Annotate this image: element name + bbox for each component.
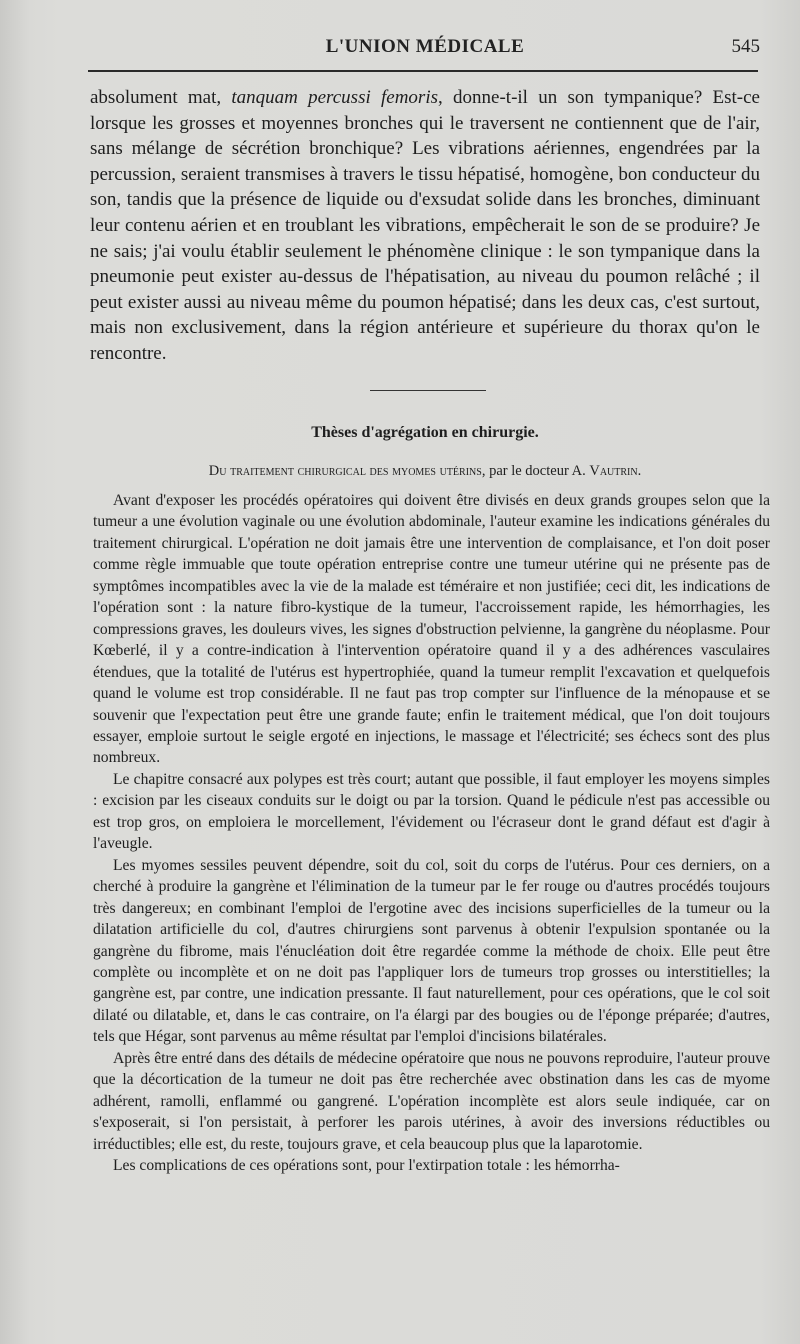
body-paragraph: Après être entré dans des détails de médecine opératoire que nous ne pouvons reproduire, l'auteur prouve que la décortication de la tumeur ne doit pas être recherchée avec obstination dans les cas de myome adhérent, ramolli, enflammé ou gangrené. L'opération incomplète est alors seule indiquée, car on s'exposerait, si l'on persistait, à perforer les parois utérines, à avoir des inversions réductibles ou irréductibles; elle est, du reste, toujours grave, et cela beaucoup plus que la laparotomie. [93,1049,770,1153]
page-header [90,36,760,66]
body-paragraph: Les myomes sessiles peuvent dépendre, soit du col, soit du corps de l'utérus. Pour ces derniers, on a cherché à produire la gangrène et l'élimination de la tumeur par le fer rouge ou d'autres procédés toujours très dangereux; en combinant l'emploi de l'ergotine avec des incisions superficielles de la tumeur ou la dilatation artificielle du col, d'autres chirurgiens sont parvenus à obtenir l'expulsion spontanée ou la gangrène du fibrome, mais l'énucléation doit être regardée comme la méthode de choix. Elle peut être complète ou incomplète et on ne doit pas l'appliquer lors de tumeurs trop grosses ou interstitielles; la gangrène est, par contre, une indication pressante. Il faut naturellement, pour ces opérations, que le col soit dilaté ou dilatable, et, dans le cas contraire, on l'a élargi par des bougies ou de l'éponge préparée; d'autres, tels que Hégar, sont parvenus au même résultat par l'emploi d'incisions bilatérales. [93,856,770,1046]
article-title: Du traitement chirurgical des myomes utérins, [208,463,486,479]
header-rule [88,70,758,72]
article-body [93,490,770,1177]
intro-italic: tanquam percussi femoris [231,87,439,108]
running-title: L'UNION MÉDICALE [325,36,525,57]
page-number: 545 [731,36,760,57]
intro-paragraph [90,85,760,367]
article-author: Vautrin. [589,463,642,479]
intro-text-rest: , donne-t-il un son tympanique? Est-ce lorsque les grosses et moyennes bronches qui le traversent ne contiennent que de l'air, sans mélange de sécrétion bronchique? Les vibrations aériennes, engendrées par la percussion, seraient transmises à travers le tissu hépatisé, homogène, bon conducteur du son, tandis que la présence de liquide ou d'exsudat solide dans les bronches, diminuant leur contenu aérien et en troublant les vibrations, empêcherait le son de se produire? Je ne sais; j'ai voulu établir seulement le phénomène clinique : le son tympanique dans la pneumonie peut exister au-dessus de l'hépatisation, au niveau du poumon relâché ; il peut exister aussi au niveau même du poumon hépatisé; dans les deux cas, c'est surtout, mais non exclusivement, dans la région antérieure et supérieure du thorax qu'on le rencontre. [90,87,760,364]
article-subtitle [90,463,760,480]
body-paragraph: Les complications de ces opérations sont, pour l'extirpation totale : les hémorrha- [113,1157,620,1175]
article-byline: par le docteur A. [485,463,590,479]
section-separator [370,390,486,391]
intro-text [90,85,760,367]
intro-text-start: absolument mat, [90,87,232,108]
section-title: Thèses d'agrégation en chirurgie. [311,424,539,441]
body-paragraph: Le chapitre consacré aux polypes est très court; autant que possible, il faut employer les moyens simples : excision par les ciseaux conduits sur le doigt ou par la torsion. Quand le pédicule n'est pas accessible ou est trop gros, on emploiera le morcellement, l'évidement ou l'écraseur dont le grand défaut est d'agir à l'aveugle. [93,770,770,853]
body-paragraph: Avant d'exposer les procédés opératoires qui doivent être divisés en deux grands groupes selon que la tumeur a une évolution vaginale ou une évolution abdominale, l'auteur examine les indications générales du traitement chirurgical. L'opération ne doit jamais être une intervention de complaisance, et l'on doit poser comme règle immuable que toute opération entreprise contre une tumeur utérine qui ne présente pas de symptômes incompatibles avec la vie de la malade est téméraire et non justifiée; ceci dit, les indications de l'opération sont : la nature fibro-kystique de la tumeur, l'accroissement rapide, les hémorrhagies, les compressions graves, les douleurs vives, les signes d'obstruction pelvienne, la gangrène du néoplasme. Pour Kœberlé, il y a contre-indication à l'intervention opératoire quand il y a des adhérences vasculaires étendues, que la totalité de l'utérus est hypertrophiée, quand la tumeur remplit l'excavation et quelquefois quand le volume est trop considérable. Il ne faut pas trop compter sur l'influence de la ménopause et se souvenir que l'expectation peut être une grande faute; enfin le traitement médical, que l'on doit toujours essayer, emploie surtout le seigle ergoté en injections, le massage et l'électricité; ses échecs sont des plus nombreux. [93,492,770,767]
